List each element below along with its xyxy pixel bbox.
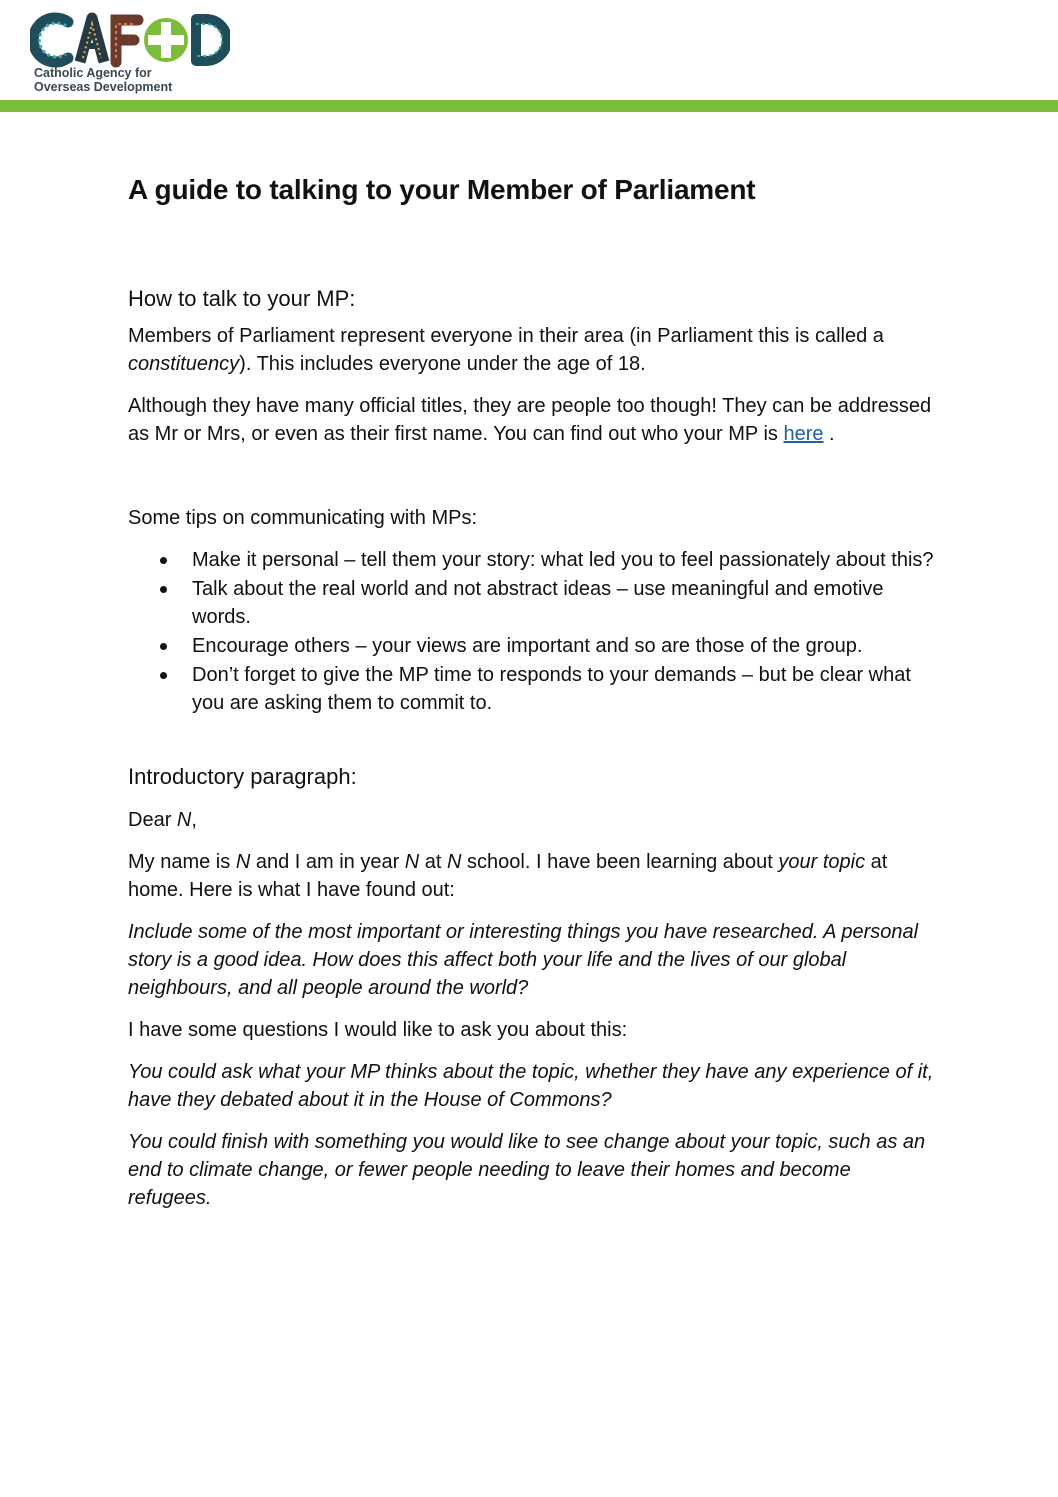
page-header [0, 0, 1058, 112]
text-run: . [823, 423, 835, 445]
section-heading-how-to-talk: How to talk to your MP: [128, 286, 356, 311]
logo-subtitle [34, 66, 172, 94]
document-body [128, 170, 938, 1212]
page-title: A guide to talking to your Member of Parliament [128, 174, 756, 205]
placeholder-n: N [447, 851, 462, 873]
italic-guidance: You could finish with something you would like to see change about your topic, such as an end to climate change, or fewer people needing to leave their homes and become refugees. [128, 1131, 926, 1209]
placeholder-n: N [404, 851, 420, 873]
logo-subtitle-line1: Catholic Agency for [34, 66, 152, 80]
bullet-icon [160, 557, 167, 564]
list-item [192, 661, 938, 717]
tips-heading: Some tips on communicating with MPs: [128, 507, 478, 529]
text-run: school. I have been learning about [461, 851, 779, 873]
list-item-text: Encourage others – your views are important and so are those of the group. [192, 635, 863, 657]
italic-guidance: Include some of the most important or interesting things you have researched. A personal story is a good idea. How does this affect both your life and the lives of our global neighbours, and all people around the world? [128, 921, 919, 999]
logo-subtitle-line2: Overseas Development [34, 80, 173, 94]
paragraph-ask-guidance [128, 1058, 938, 1114]
list-item [192, 546, 938, 574]
text-run: Members of Parliament represent everyone in their area (in Parliament this is called a [128, 325, 884, 347]
header-divider-bar [0, 100, 1058, 112]
text-run: , [191, 809, 197, 831]
section-heading-introductory: Introductory paragraph: [128, 764, 357, 789]
list-item-text: Don’t forget to give the MP time to responds to your demands – but be clear what you are asking them to commit to. [192, 664, 911, 714]
greeting [128, 806, 938, 834]
list-item-text: Talk about the real world and not abstract ideas – use meaningful and emotive words. [192, 578, 884, 628]
paragraph-my-name [128, 848, 938, 904]
paragraph-members-represent [128, 322, 938, 378]
placeholder-n: N [235, 851, 251, 873]
paragraph-research-guidance [128, 918, 938, 1002]
paragraph-questions: I have some questions I would like to ask you about this: [128, 1019, 628, 1041]
emphasis-constituency: constituency [128, 353, 240, 375]
text-run: My name is [128, 851, 236, 873]
paragraph-addressing-mp [128, 392, 938, 448]
text-run: at [419, 851, 448, 873]
tips-list [128, 546, 938, 717]
paragraph-finish-guidance [128, 1128, 938, 1212]
italic-guidance: You could ask what your MP thinks about the topic, whether they have any experience of it, have they debated about it in the House of Commons? [128, 1061, 934, 1111]
bullet-icon [160, 672, 167, 679]
bullet-icon [160, 643, 167, 650]
text-run: and I am in year [250, 851, 405, 873]
placeholder-n: N [176, 809, 192, 831]
bullet-icon [160, 586, 167, 593]
text-run: ). This includes everyone under the age of 18. [239, 353, 646, 375]
text-run: Although they have many official titles, they are people too though! They can be addressed as Mr or Mrs, or even as their first name. You can find out who your MP is [128, 395, 932, 445]
text-run: Dear [128, 809, 177, 831]
list-item-text: Make it personal – tell them your story: what led you to feel passionately about this? [192, 549, 934, 571]
list-item [192, 632, 938, 660]
placeholder-topic: your topic [778, 851, 866, 873]
list-item [192, 575, 938, 631]
find-mp-link[interactable]: here [783, 423, 824, 445]
text-run: at home. Here is what I have found out: [128, 851, 888, 901]
